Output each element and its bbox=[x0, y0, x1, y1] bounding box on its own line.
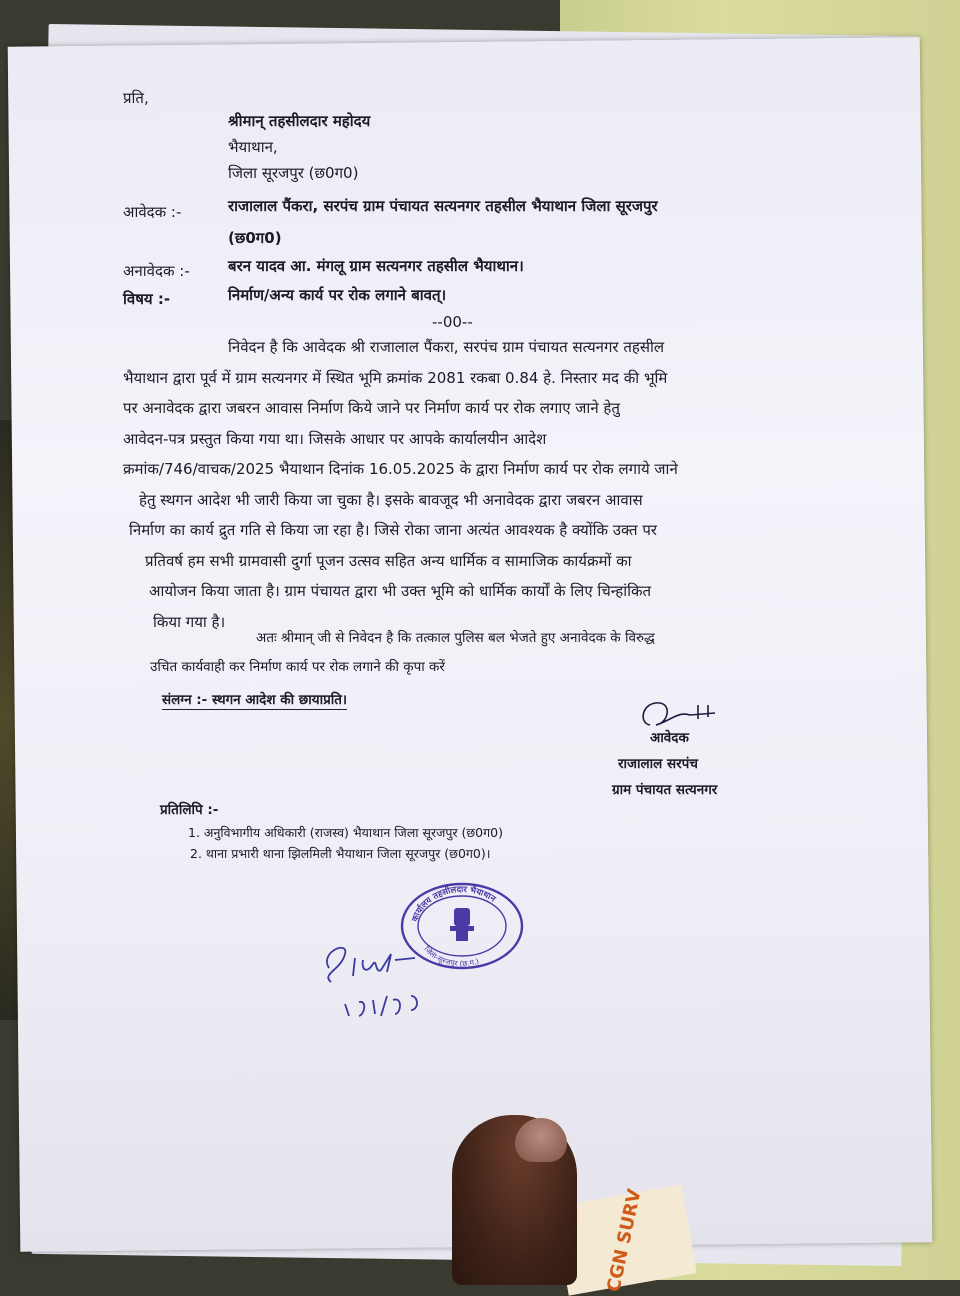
seal-text-bottom: जिला-सूरजपुर (छ.ग.) bbox=[422, 944, 480, 969]
folder-label: CGN SURV bbox=[603, 1187, 646, 1294]
copy-item-1: 1. अनुविभागीय अधिकारी (राजस्व) भैयाथान जिला सूरजपुर (छ0ग0) bbox=[188, 825, 503, 840]
svg-text:कार्यालय तहसीलदार भैयाथान bbox=[410, 885, 498, 925]
divider: --00-- bbox=[432, 313, 473, 331]
body-line: क्रमांक/746/वाचक/2025 भैयाथान दिनांक 16.05.2025 के द्वारा निर्माण कार्य पर रोक लगाये जाने bbox=[123, 460, 678, 478]
received-signature bbox=[315, 930, 450, 1030]
thumbnail-nail bbox=[515, 1118, 567, 1162]
body-line: भैयाथान द्वारा पूर्व में ग्राम सत्यनगर में स्थित भूमि क्रमांक 2081 रकबा 0.84 हे. निस्तार मद की भूमि bbox=[123, 368, 668, 387]
addressee-line-3: जिला सूरजपुर (छ0ग0) bbox=[228, 164, 359, 182]
body-line: निवेदन है कि आवेदक श्री राजालाल पैंकरा, सरपंच ग्राम पंचायत सत्यनगर तहसील bbox=[228, 338, 665, 356]
subject-label: विषय :- bbox=[123, 290, 171, 308]
body-line: आयोजन किया जाता है। ग्राम पंचायत द्वारा भी उक्त भूमि को धार्मिक कार्यों के लिए चिन्हांकित bbox=[149, 582, 652, 600]
emblem-icon bbox=[450, 908, 474, 941]
applicant-label: आवेदक :- bbox=[123, 203, 182, 221]
body-line: निर्माण का कार्य द्रुत गति से किया जा रहा है। जिसे रोका जाना अत्यंत आवश्यक है क्योंकि उक्त पर bbox=[129, 521, 657, 539]
addressee-line-1: श्रीमान् तहसीलदार महोदय bbox=[228, 112, 371, 130]
body-paragraph-1 bbox=[123, 332, 778, 637]
addressee-line-2: भैयाथान, bbox=[228, 138, 278, 156]
signature-name: राजालाल सरपंच bbox=[618, 756, 698, 772]
copy-item-2: 2. थाना प्रभारी थाना झिलमिली भैयाथान जिला सूरजपुर (छ0ग0)। bbox=[190, 846, 491, 861]
salutation-prati: प्रति, bbox=[123, 89, 149, 107]
signature-office: ग्राम पंचायत सत्यनगर bbox=[612, 782, 718, 798]
body-line: आवेदन-पत्र प्रस्तुत किया गया था। जिसके आधार पर आपके कार्यालयीन आदेश bbox=[123, 429, 547, 448]
body-paragraph-2 bbox=[150, 624, 790, 682]
copy-label: प्रतिलिपि :- bbox=[160, 802, 219, 818]
subject-value: निर्माण/अन्य कार्य पर रोक लगाने बावत्। bbox=[228, 286, 447, 304]
body-line: उचित कार्यवाही कर निर्माण कार्य पर रोक लगाने की कृपा करें bbox=[150, 659, 445, 675]
body-line: अतः श्रीमान् जी से निवेदन है कि तत्काल पुलिस बल भेजते हुए अनावेदक के विरुद्ध bbox=[256, 630, 655, 646]
seal-text-top: कार्यालय तहसीलदार भैयाथान bbox=[410, 884, 498, 924]
body-line: किया गया है। bbox=[153, 612, 226, 631]
respondent-value: बरन यादव आ. मंगलू ग्राम सत्यनगर तहसील भैयाथान। bbox=[228, 257, 524, 275]
body-line: हेतु स्थगन आदेश भी जारी किया जा चुका है। इसके बावजूद भी अनावेदक द्वारा जबरन आवास bbox=[139, 490, 643, 509]
applicant-line-1: राजालाल पैंकरा, सरपंच ग्राम पंचायत सत्यनगर तहसील भैयाथान जिला सूरजपुर bbox=[228, 197, 658, 215]
applicant-signature bbox=[620, 693, 730, 743]
enclosure-note: संलग्न :- स्थगन आदेश की छायाप्रति। bbox=[162, 692, 348, 708]
applicant-line-2: (छ0ग0) bbox=[228, 229, 282, 247]
body-line: प्रतिवर्ष हम सभी ग्रामवासी दुर्गा पूजन उत्सव सहित अन्य धार्मिक व सामाजिक कार्यक्रमों का bbox=[145, 551, 632, 570]
signature-role: आवेदक bbox=[650, 730, 689, 746]
respondent-label: अनावेदक :- bbox=[123, 262, 190, 280]
body-line: पर अनावेदक द्वारा जबरन आवास निर्माण किये जाने पर निर्माण कार्य पर रोक लगाए जाने हेतु bbox=[123, 399, 620, 417]
